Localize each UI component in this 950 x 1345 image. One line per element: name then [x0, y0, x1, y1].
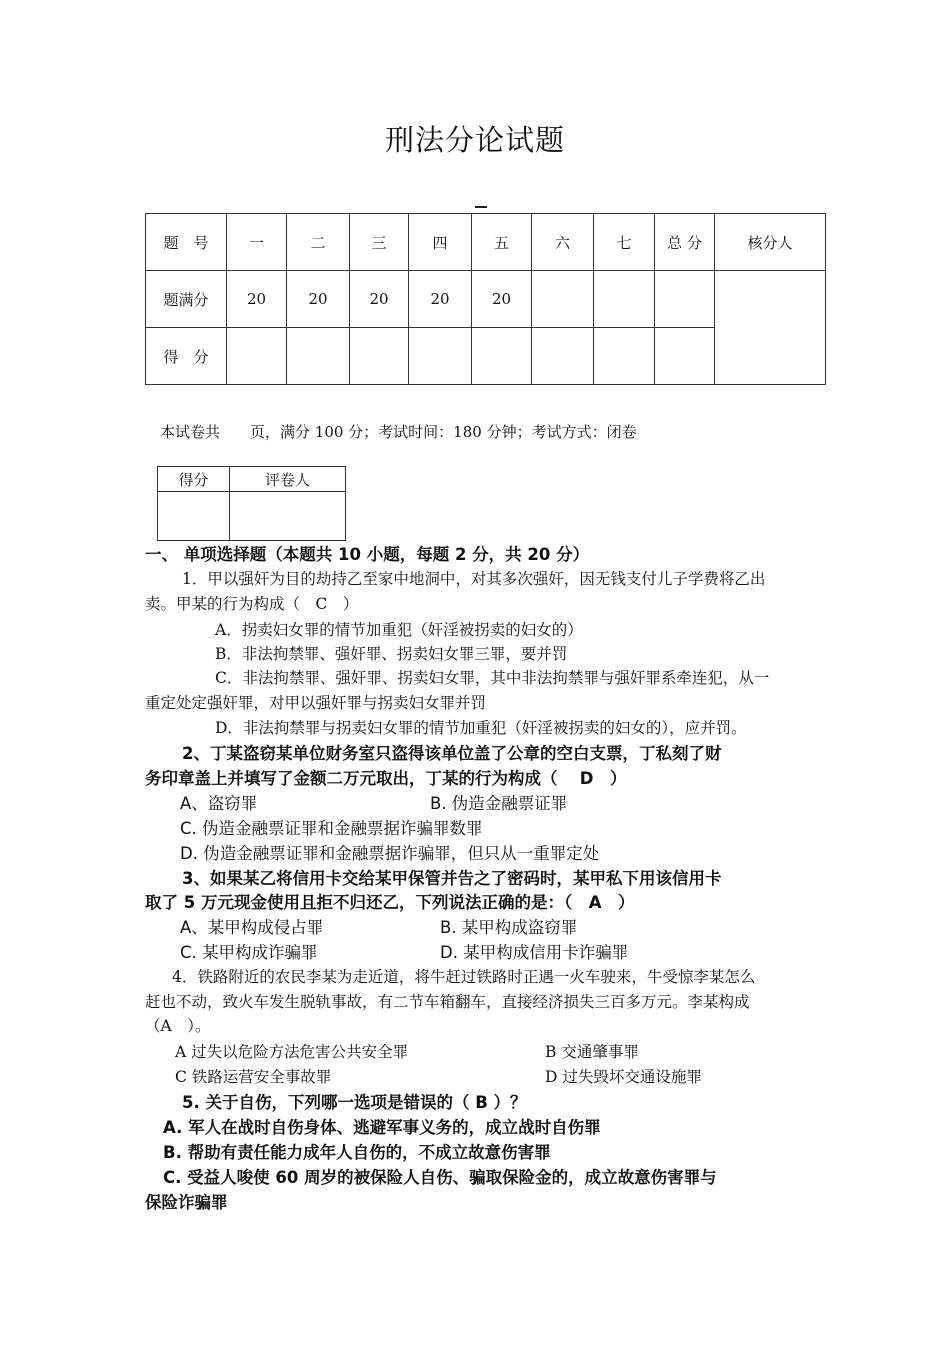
header-cell: 三	[350, 214, 409, 271]
score-table-max-row	[146, 271, 826, 328]
question-2-text: 2、丁某盗窃某单位财务室只盗得该单位盖了公章的空白支票，丁私刻了财	[182, 744, 722, 763]
option-b: B. 伪造金融票证罪	[430, 794, 568, 813]
question-4-text: 赶也不动，致火车发生脱轨事故，有二节车箱翻车，直接经济损失三百多万元。李某构成	[145, 993, 750, 1011]
grader-name-label: 评卷人	[230, 467, 346, 492]
option-a: A、盗窃罪	[180, 794, 258, 813]
option-a: A．拐卖妇女罪的情节加重犯（奸淫被拐卖的妇女的）	[215, 621, 583, 639]
option-d: D．非法拘禁罪与拐卖妇女罪的情节加重犯（奸淫被拐卖的妇女的），应并罚。	[215, 719, 747, 737]
header-cell: 六	[532, 214, 594, 271]
score-entry-cell[interactable]	[409, 328, 472, 385]
score-entry-cell[interactable]	[227, 328, 287, 385]
header-cell: 一	[227, 214, 287, 271]
score-entry-cell[interactable]	[532, 328, 594, 385]
option-d: D 过失毁坏交通设施罪	[545, 1068, 702, 1086]
option-c: C. 某甲构成诈骗罪	[180, 943, 318, 962]
header-cell: 核分人	[715, 214, 826, 271]
option-c: C 铁路运营安全事故罪	[175, 1068, 332, 1086]
max-score-cell	[655, 271, 715, 328]
row-label: 得 分	[146, 328, 227, 385]
score-entry-cell[interactable]	[472, 328, 532, 385]
max-score-cell: 20	[287, 271, 350, 328]
row-label: 题满分	[146, 271, 227, 328]
question-5-text: 5. 关于自伤，下列哪一选项是错误的（ B ）？	[182, 1093, 527, 1112]
score-table	[145, 213, 826, 385]
header-cell: 五	[472, 214, 532, 271]
question-3-text: 取了 5 万元现金使用且拒不归还乙，下列说法正确的是：（ A ）	[145, 893, 635, 912]
question-1-text: 1．甲以强奸为目的劫持乙至家中地洞中，对其多次强奸，因无钱支付儿子学费将乙出	[182, 570, 766, 588]
max-score-cell: 20	[472, 271, 532, 328]
score-table-header-row	[146, 214, 826, 271]
header-cell: 题 号	[146, 214, 227, 271]
option-c: C．非法拘禁罪、强奸罪、拐卖妇女罪，其中非法拘禁罪与强奸罪系牵连犯，从一	[215, 669, 770, 687]
exam-info: 本试卷共 页，满分 100 分；考试时间：180 分钟；考试方式：闭卷	[160, 423, 637, 441]
grader-name-cell[interactable]	[230, 492, 346, 541]
max-score-cell	[594, 271, 655, 328]
score-entry-cell[interactable]	[594, 328, 655, 385]
option-b: B．非法拘禁罪、强奸罪、拐卖妇女罪三罪，要并罚	[215, 645, 568, 663]
option-a: A. 军人在战时自伤身体、逃避军事义务的，成立战时自伤罪	[163, 1118, 601, 1137]
option-b: B. 某甲构成盗窃罪	[440, 918, 578, 937]
max-score-cell: 20	[227, 271, 287, 328]
question-4-text: （A ）。	[145, 1017, 211, 1035]
question-4-text: 4．铁路附近的农民李某为走近道，将牛赶过铁路时正遇一火车驶来，牛受惊李某怎么	[172, 968, 756, 986]
grader-score-cell[interactable]	[158, 492, 230, 541]
score-entry-cell[interactable]	[350, 328, 409, 385]
checker-cell[interactable]	[715, 271, 826, 385]
option-a: A、某甲构成侵占罪	[180, 918, 324, 937]
score-entry-cell[interactable]	[655, 328, 715, 385]
max-score-cell: 20	[409, 271, 472, 328]
option-b: B. 帮助有责任能力成年人自伤的，不成立故意伤害罪	[163, 1143, 551, 1162]
question-3-text: 3、如果某乙将信用卡交给某甲保管并告之了密码时，某甲私下用该信用卡	[182, 869, 722, 888]
max-score-cell	[532, 271, 594, 328]
option-d: D. 伪造金融票证罪和金融票据诈骗罪，但只从一重罪定处	[180, 844, 600, 863]
score-entry-cell[interactable]	[287, 328, 350, 385]
option-a: A 过失以危险方法危害公共安全罪	[175, 1043, 409, 1061]
option-c-continued: 重定处定强奸罪，对甲以强奸罪与拐卖妇女罪并罚	[145, 694, 487, 712]
question-1-text: 卖。甲某的行为构成（ C ）	[145, 595, 359, 613]
header-cell: 总 分	[655, 214, 715, 271]
grader-table	[157, 466, 346, 541]
grader-score-label: 得分	[158, 467, 230, 492]
section-heading: 一、 单项选择题（本题共 10 小题，每题 2 分，共 20 分）	[145, 545, 590, 564]
option-c: C. 伪造金融票证罪和金融票据诈骗罪数罪	[180, 819, 483, 838]
header-cell: 七	[594, 214, 655, 271]
option-b: B 交通肇事罪	[545, 1043, 639, 1061]
underline-mark	[475, 206, 487, 208]
header-cell: 四	[409, 214, 472, 271]
option-d: D. 某甲构成信用卡诈骗罪	[440, 943, 629, 962]
option-c-continued: 保险诈骗罪	[145, 1193, 228, 1212]
document-title: 刑法分论试题	[384, 123, 565, 157]
max-score-cell: 20	[350, 271, 409, 328]
option-c: C. 受益人唆使 60 周岁的被保险人自伤、骗取保险金的，成立故意伤害罪与	[163, 1168, 717, 1187]
header-cell: 二	[287, 214, 350, 271]
question-2-text: 务印章盖上并填写了金额二万元取出，丁某的行为构成（ D ）	[145, 769, 627, 788]
